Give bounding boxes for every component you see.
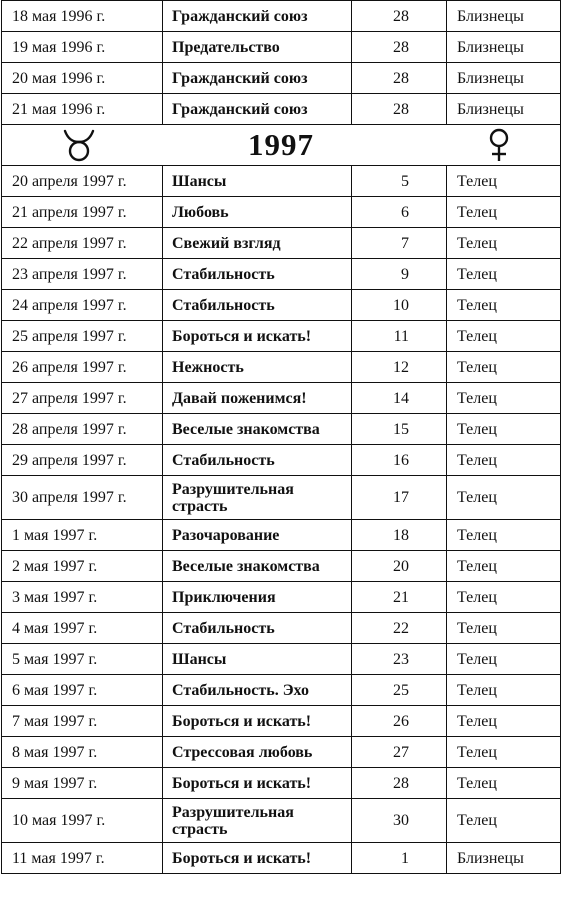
number-cell: 25	[352, 675, 447, 706]
table-row	[2, 644, 561, 675]
sign-cell: Телец	[447, 737, 561, 768]
sign-cell: Телец	[447, 706, 561, 737]
date-cell: 3 мая 1997 г.	[2, 582, 163, 613]
table-row	[2, 706, 561, 737]
title-cell: Стрессовая любовь	[163, 737, 352, 768]
table-row	[2, 768, 561, 799]
date-cell: 21 апреля 1997 г.	[2, 197, 163, 228]
birthday-table	[1, 0, 561, 874]
date-cell: 27 апреля 1997 г.	[2, 383, 163, 414]
title-cell: Шансы	[163, 166, 352, 197]
date-cell: 9 мая 1997 г.	[2, 768, 163, 799]
date-cell: 11 мая 1997 г.	[2, 843, 163, 874]
sign-cell: Телец	[447, 259, 561, 290]
table-row	[2, 228, 561, 259]
title-cell: Давай поженимся!	[163, 383, 352, 414]
title-cell: Стабильность. Эхо	[163, 675, 352, 706]
date-cell: 24 апреля 1997 г.	[2, 290, 163, 321]
title-cell: Бороться и искать!	[163, 843, 352, 874]
date-cell: 6 мая 1997 г.	[2, 675, 163, 706]
number-cell: 28	[352, 1, 447, 32]
title-cell: Разрушительная страсть	[163, 799, 352, 843]
number-cell: 28	[352, 63, 447, 94]
table-row	[2, 1, 561, 32]
title-cell: Приключения	[163, 582, 352, 613]
title-cell: Свежий взгляд	[163, 228, 352, 259]
table-row	[2, 32, 561, 63]
table-row	[2, 582, 561, 613]
table-row	[2, 166, 561, 197]
sign-cell: Телец	[447, 799, 561, 843]
title-cell: Бороться и искать!	[163, 706, 352, 737]
table-row	[2, 94, 561, 125]
number-cell: 28	[352, 768, 447, 799]
number-cell: 15	[352, 414, 447, 445]
number-cell: 10	[352, 290, 447, 321]
number-cell: 30	[352, 799, 447, 843]
number-cell: 23	[352, 644, 447, 675]
table-row	[2, 414, 561, 445]
title-cell: Бороться и искать!	[163, 321, 352, 352]
table-row	[2, 63, 561, 94]
rows-after	[2, 166, 561, 874]
sign-cell: Близнецы	[447, 63, 561, 94]
sign-cell: Телец	[447, 321, 561, 352]
number-cell: 28	[352, 32, 447, 63]
title-cell: Гражданский союз	[163, 1, 352, 32]
title-cell: Стабильность	[163, 259, 352, 290]
table-row	[2, 737, 561, 768]
date-cell: 20 мая 1996 г.	[2, 63, 163, 94]
number-cell: 26	[352, 706, 447, 737]
date-cell: 10 мая 1997 г.	[2, 799, 163, 843]
sign-cell: Телец	[447, 476, 561, 520]
title-cell: Нежность	[163, 352, 352, 383]
date-cell: 21 мая 1996 г.	[2, 94, 163, 125]
table-row	[2, 197, 561, 228]
table-row	[2, 551, 561, 582]
table-row	[2, 675, 561, 706]
sign-cell: Телец	[447, 445, 561, 476]
number-cell: 21	[352, 582, 447, 613]
number-cell: 27	[352, 737, 447, 768]
year-header-cell	[2, 125, 561, 166]
venus-icon	[486, 128, 512, 162]
number-cell: 1	[352, 843, 447, 874]
date-cell: 25 апреля 1997 г.	[2, 321, 163, 352]
title-cell: Веселые знакомства	[163, 414, 352, 445]
date-cell: 23 апреля 1997 г.	[2, 259, 163, 290]
date-cell: 4 мая 1997 г.	[2, 613, 163, 644]
title-cell: Предательство	[163, 32, 352, 63]
sign-cell: Телец	[447, 290, 561, 321]
number-cell: 16	[352, 445, 447, 476]
number-cell: 7	[352, 228, 447, 259]
sign-cell: Телец	[447, 551, 561, 582]
table-row	[2, 445, 561, 476]
table-row	[2, 383, 561, 414]
title-cell: Разочарование	[163, 520, 352, 551]
title-cell: Веселые знакомства	[163, 551, 352, 582]
date-cell: 2 мая 1997 г.	[2, 551, 163, 582]
table-row	[2, 799, 561, 843]
title-cell: Стабильность	[163, 613, 352, 644]
sign-cell: Телец	[447, 768, 561, 799]
title-cell: Бороться и искать!	[163, 768, 352, 799]
number-cell: 12	[352, 352, 447, 383]
date-cell: 1 мая 1997 г.	[2, 520, 163, 551]
date-cell: 7 мая 1997 г.	[2, 706, 163, 737]
table-row	[2, 321, 561, 352]
date-cell: 5 мая 1997 г.	[2, 644, 163, 675]
number-cell: 9	[352, 259, 447, 290]
date-cell: 8 мая 1997 г.	[2, 737, 163, 768]
sign-cell: Близнецы	[447, 1, 561, 32]
number-cell: 5	[352, 166, 447, 197]
year-section	[2, 125, 561, 166]
date-cell: 26 апреля 1997 г.	[2, 352, 163, 383]
sign-cell: Телец	[447, 352, 561, 383]
sign-cell: Телец	[447, 197, 561, 228]
title-cell: Стабильность	[163, 290, 352, 321]
sign-cell: Телец	[447, 383, 561, 414]
number-cell: 17	[352, 476, 447, 520]
sign-cell: Близнецы	[447, 843, 561, 874]
title-cell: Любовь	[163, 197, 352, 228]
number-cell: 11	[352, 321, 447, 352]
title-cell: Стабильность	[163, 445, 352, 476]
date-cell: 20 апреля 1997 г.	[2, 166, 163, 197]
sign-cell: Телец	[447, 582, 561, 613]
table-row	[2, 520, 561, 551]
number-cell: 18	[352, 520, 447, 551]
table-row	[2, 843, 561, 874]
rows-before	[2, 1, 561, 125]
sign-cell: Телец	[447, 613, 561, 644]
date-cell: 19 мая 1996 г.	[2, 32, 163, 63]
sign-cell: Телец	[447, 414, 561, 445]
sign-cell: Телец	[447, 166, 561, 197]
table-row	[2, 290, 561, 321]
number-cell: 20	[352, 551, 447, 582]
date-cell: 22 апреля 1997 г.	[2, 228, 163, 259]
table-row	[2, 352, 561, 383]
date-cell: 18 мая 1996 г.	[2, 1, 163, 32]
sign-cell: Телец	[447, 644, 561, 675]
sign-cell: Телец	[447, 228, 561, 259]
title-cell: Шансы	[163, 644, 352, 675]
date-cell: 29 апреля 1997 г.	[2, 445, 163, 476]
sign-cell: Близнецы	[447, 32, 561, 63]
number-cell: 22	[352, 613, 447, 644]
table-row	[2, 613, 561, 644]
date-cell: 28 апреля 1997 г.	[2, 414, 163, 445]
section-year: 1997	[248, 127, 314, 162]
table-row	[2, 259, 561, 290]
sign-cell: Телец	[447, 520, 561, 551]
number-cell: 28	[352, 94, 447, 125]
sign-cell: Телец	[447, 675, 561, 706]
sign-cell: Близнецы	[447, 94, 561, 125]
table-row	[2, 476, 561, 520]
year-header-row	[2, 125, 561, 166]
title-cell: Гражданский союз	[163, 94, 352, 125]
date-cell: 30 апреля 1997 г.	[2, 476, 163, 520]
number-cell: 6	[352, 197, 447, 228]
title-cell: Разрушительная страсть	[163, 476, 352, 520]
number-cell: 14	[352, 383, 447, 414]
title-cell: Гражданский союз	[163, 63, 352, 94]
